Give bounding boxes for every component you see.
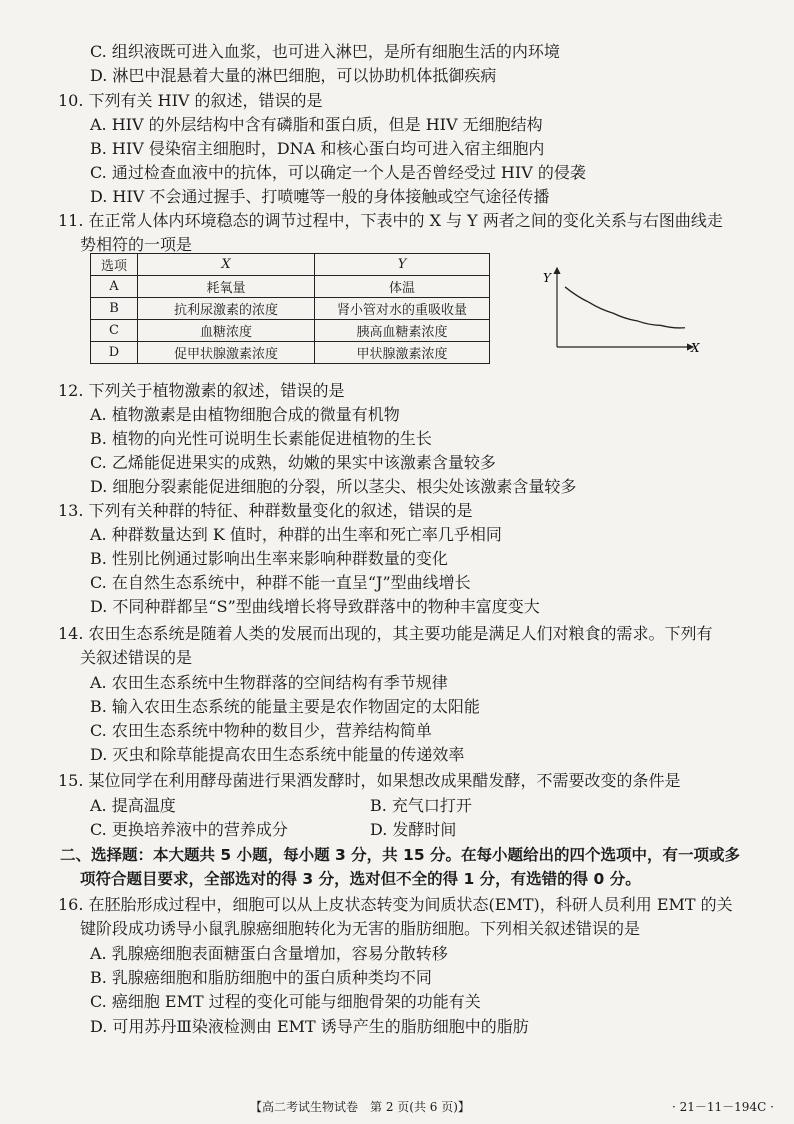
q11-curve-chart	[535, 262, 705, 362]
y-axis-label: Y	[543, 271, 551, 285]
q13-option-d: D. 不同种群都呈“S”型曲线增长将导致群落中的物种丰富度变大	[90, 597, 540, 616]
q16-stem: 16. 在胚胎形成过程中，细胞可以从上皮状态转变为间质状态(EMT)，科研人员利用 EMT 的关	[58, 895, 733, 914]
q9-option-c: C. 组织液既可进入血浆，也可进入淋巴，是所有细胞生活的内环境	[90, 42, 560, 61]
section-two-heading-cont: 项符合题目要求，全部选对的得 3 分，选对但不全的得 1 分，有选错的得 0 分。	[80, 870, 641, 888]
table-cell: 血糖浓度	[138, 320, 315, 342]
table-cell: 耗氧量	[138, 276, 315, 298]
q16-option-b: B. 乳腺癌细胞和脂肪细胞中的蛋白质种类均不同	[90, 968, 432, 987]
table-cell: 促甲状腺激素浓度	[138, 342, 315, 364]
q10-option-b: B. HIV 侵染宿主细胞时，DNA 和核心蛋白均可进入宿主细胞内	[90, 139, 545, 158]
table-row	[91, 276, 490, 298]
q14-stem: 14. 农田生态系统是随着人类的发展而出现的，其主要功能是满足人们对粮食的需求。下列有	[58, 624, 713, 643]
table-cell: 肾小管对水的重吸收量	[315, 298, 490, 320]
table-header-y: Y	[315, 254, 490, 276]
q12-option-a: A. 植物激素是由植物细胞合成的微量有机物	[90, 405, 400, 424]
q12-option-c: C. 乙烯能促进果实的成熟，幼嫩的果实中该激素含量较多	[90, 453, 496, 472]
x-axis-label: X	[691, 341, 700, 355]
curve-series	[565, 287, 685, 328]
footer-code: · 21－11－194C ·	[672, 1100, 774, 1114]
q15-option-a: A. 提高温度	[90, 796, 176, 815]
q14-option-b: B. 输入农田生态系统的能量主要是农作物固定的太阳能	[90, 697, 480, 716]
q12-option-b: B. 植物的向光性可说明生长素能促进植物的生长	[90, 429, 432, 448]
table-row	[91, 342, 490, 364]
q15-option-b: B. 充气口打开	[370, 796, 472, 815]
q16-option-a: A. 乳腺癌细胞表面糖蛋白含量增加，容易分散转移	[90, 944, 448, 963]
table-row	[91, 298, 490, 320]
q13-stem: 13. 下列有关种群的特征、种群数量变化的叙述，错误的是	[58, 501, 473, 520]
q11-stem-cont: 势相符的一项是	[80, 235, 193, 254]
q10-option-a: A. HIV 的外层结构中含有磷脂和蛋白质，但是 HIV 无细胞结构	[90, 115, 543, 134]
table-cell: A	[91, 276, 138, 298]
q16-option-c: C. 癌细胞 EMT 过程的变化可能与细胞骨架的功能有关	[90, 992, 481, 1011]
table-cell: 体温	[315, 276, 490, 298]
table-cell: B	[91, 298, 138, 320]
q10-option-c: C. 通过检查血液中的抗体，可以确定一个人是否曾经受过 HIV 的侵袭	[90, 163, 586, 182]
table-cell: D	[91, 342, 138, 364]
q14-stem-cont: 关叙述错误的是	[80, 648, 193, 667]
q14-option-a: A. 农田生态系统中生物群落的空间结构有季节规律	[90, 673, 448, 692]
q16-option-d: D. 可用苏丹Ⅲ染液检测由 EMT 诱导产生的脂肪细胞中的脂肪	[90, 1017, 529, 1036]
q16-stem-cont: 键阶段成功诱导小鼠乳腺癌细胞转化为无害的脂肪细胞。下列相关叙述错误的是	[80, 919, 641, 938]
q10-stem: 10. 下列有关 HIV 的叙述，错误的是	[58, 91, 323, 110]
q10-option-d: D. HIV 不会通过握手、打喷嚏等一般的身体接触或空气途径传播	[90, 187, 550, 206]
table-cell: 甲状腺激素浓度	[315, 342, 490, 364]
q13-option-b: B. 性别比例通过影响出生率来影响种群数量的变化	[90, 549, 448, 568]
q15-option-d: D. 发酵时间	[370, 820, 457, 839]
q15-option-c: C. 更换培养液中的营养成分	[90, 820, 288, 839]
q13-option-a: A. 种群数量达到 K 值时，种群的出生率和死亡率几乎相同	[90, 525, 502, 544]
q14-option-c: C. 农田生态系统中物种的数目少，营养结构简单	[90, 721, 432, 740]
table-cell: C	[91, 320, 138, 342]
table-cell: 抗利尿激素的浓度	[138, 298, 315, 320]
section-two-heading: 二、选择题：本大题共 5 小题，每小题 3 分，共 15 分。在每小题给出的四个选项中，有一项或多	[60, 846, 741, 864]
q14-option-d: D. 灭虫和除草能提高农田生态系统中能量的传递效率	[90, 745, 465, 764]
q12-stem: 12. 下列关于植物激素的叙述，错误的是	[58, 381, 345, 400]
q9-option-d: D. 淋巴中混悬着大量的淋巴细胞，可以协助机体抵御疾病	[90, 66, 497, 85]
q12-option-d: D. 细胞分裂素能促进细胞的分裂，所以茎尖、根尖处该激素含量较多	[90, 477, 577, 496]
table-header-x: X	[138, 254, 315, 276]
q11-stem: 11. 在正常人体内环境稳态的调节过程中，下表中的 X 与 Y 两者之间的变化关系与右图曲线走	[58, 211, 723, 230]
q11-table	[90, 253, 490, 364]
q13-option-c: C. 在自然生态系统中，种群不能一直呈“J”型曲线增长	[90, 573, 471, 592]
footer-page-info: 【高二考试生物试卷 第 2 页(共 6 页)】	[250, 1100, 470, 1114]
table-row	[91, 320, 490, 342]
table-header-row	[91, 254, 490, 276]
table-cell: 胰高血糖素浓度	[315, 320, 490, 342]
q15-stem: 15. 某位同学在利用酵母菌进行果酒发酵时，如果想改成果醋发酵，不需要改变的条件是	[58, 771, 681, 790]
table-header-option: 选项	[91, 254, 138, 276]
